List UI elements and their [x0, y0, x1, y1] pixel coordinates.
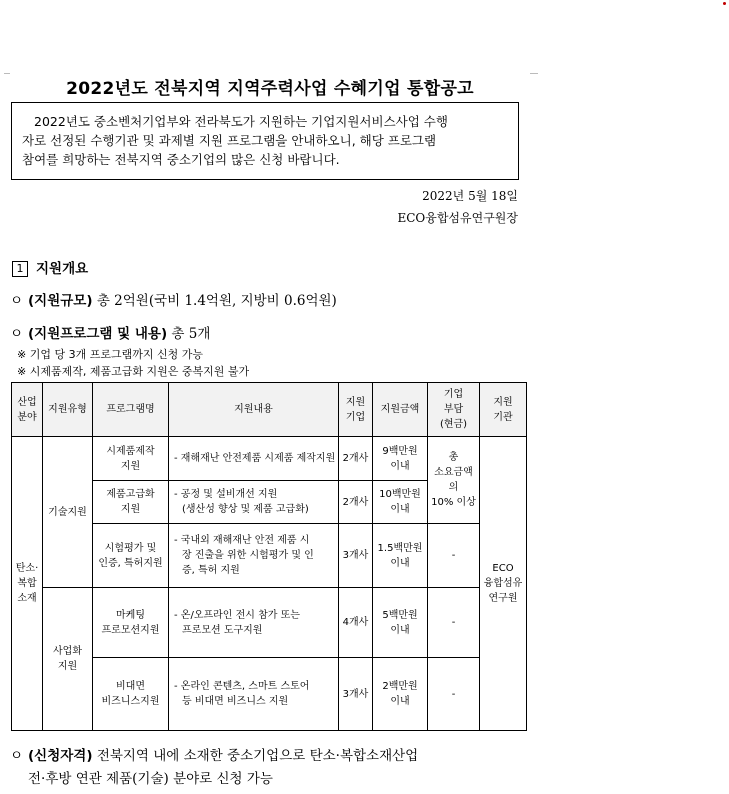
notice-date: 2022년 5월 18일	[422, 189, 518, 203]
support-scale-label: (지원규모)	[28, 293, 93, 309]
content-cell: - 공정 및 설비개선 지원 (생산성 향상 및 제품 고급화)	[169, 481, 339, 524]
header-count: 지원 기업	[339, 383, 373, 437]
shared-burden-cell: 총 소요금액의 10% 이상	[428, 437, 480, 524]
eligibility-text-line1: 전북지역 내에 소재한 중소기업으로 탄소·복합소재산업	[96, 748, 419, 764]
agency-cell: ECO 융합섬유 연구원	[480, 437, 527, 731]
program-name-cell: 마케팅 프로모션지원	[93, 588, 169, 658]
bullet-symbol: ㅇ	[10, 293, 24, 309]
intro-line: 2022년도 중소벤처기업부와 전라북도가 지원하는 기업지원서비스사업 수행	[34, 114, 448, 129]
intro-box	[11, 102, 519, 180]
content-cell: - 온/오프라인 전시 참가 또는 프로모션 도구지원	[169, 588, 339, 658]
header-type: 지원유형	[43, 383, 93, 437]
notice-issuer: ECO융합섬유연구원장	[397, 211, 518, 225]
intro-line: 참여를 희망하는 전북지역 중소기업의 많은 신청 바랍니다.	[22, 152, 340, 167]
type-cell-biz: 사업화 지원	[43, 588, 93, 731]
header-burden: 기업 부담 (현금)	[428, 383, 480, 437]
burden-cell: -	[428, 524, 480, 588]
bullet-symbol: ㅇ	[10, 326, 24, 342]
support-scale-item	[10, 289, 337, 309]
type-cell-tech: 기술지원	[43, 437, 93, 588]
program-table	[11, 382, 527, 731]
note-line: ※ 시제품제작, 제품고급화 지원은 중복지원 불가	[17, 365, 250, 378]
bullet-symbol: ㅇ	[10, 748, 24, 764]
industry-cell: 탄소· 복합 소재	[12, 437, 43, 731]
content-cell: - 온라인 콘텐츠, 스마트 스토어 등 비대면 비즈니스 지원	[169, 658, 339, 731]
note-line: ※ 기업 당 3개 프로그램까지 신청 가능	[17, 348, 203, 361]
program-name-cell: 제품고급화 지원	[93, 481, 169, 524]
eligibility-item	[10, 745, 418, 791]
header-program: 프로그램명	[93, 383, 169, 437]
burden-cell: -	[428, 588, 480, 658]
program-name-cell: 시제품제작 지원	[93, 437, 169, 481]
count-cell: 3개사	[339, 658, 373, 731]
amount-cell: 2백만원 이내	[373, 658, 428, 731]
notice-title: 2022년도 전북지역 지역주력사업 수혜기업 통합공고	[66, 79, 474, 99]
content-cell: - 재해재난 안전제품 시제품 제작지원	[169, 437, 339, 481]
table-row	[12, 437, 527, 481]
eligibility-text-line2: 전·후방 연관 제품(기술) 분야로 신청 가능	[28, 771, 273, 787]
amount-cell: 9백만원 이내	[373, 437, 428, 481]
burden-cell: -	[428, 658, 480, 731]
header-industry: 산업 분야	[12, 383, 43, 437]
header-agency: 지원 기관	[480, 383, 527, 437]
program-item	[10, 322, 210, 342]
count-cell: 2개사	[339, 481, 373, 524]
count-cell: 3개사	[339, 524, 373, 588]
intro-line: 자로 선정된 수행기관 및 과제별 지원 프로그램을 안내하오니, 해당 프로그램	[22, 133, 437, 148]
content-cell: - 국내외 재해재난 안전 제품 시 장 진출을 위한 시험평가 및 인 증, 특허 지원	[169, 524, 339, 588]
section-heading	[12, 257, 88, 277]
amount-cell: 10백만원 이내	[373, 481, 428, 524]
program-label: (지원프로그램 및 내용)	[28, 326, 168, 342]
count-cell: 2개사	[339, 437, 373, 481]
page-corner-mark	[723, 2, 726, 5]
header-content: 지원내용	[169, 383, 339, 437]
program-name-cell: 비대면 비즈니스지원	[93, 658, 169, 731]
program-name-cell: 시험평가 및 인증, 특허지원	[93, 524, 169, 588]
table-row	[12, 588, 527, 658]
program-count-text: 총 5개	[171, 326, 211, 342]
header-amount: 지원금액	[373, 383, 428, 437]
table-header-row	[12, 383, 527, 437]
section-number-box: 1	[12, 261, 28, 277]
eligibility-label: (신청자격)	[28, 748, 93, 764]
section-title: 지원개요	[36, 261, 89, 277]
support-scale-text: 총 2억원(국비 1.4억원, 지방비 0.6억원)	[96, 293, 337, 309]
amount-cell: 1.5백만원 이내	[373, 524, 428, 588]
count-cell: 4개사	[339, 588, 373, 658]
amount-cell: 5백만원 이내	[373, 588, 428, 658]
